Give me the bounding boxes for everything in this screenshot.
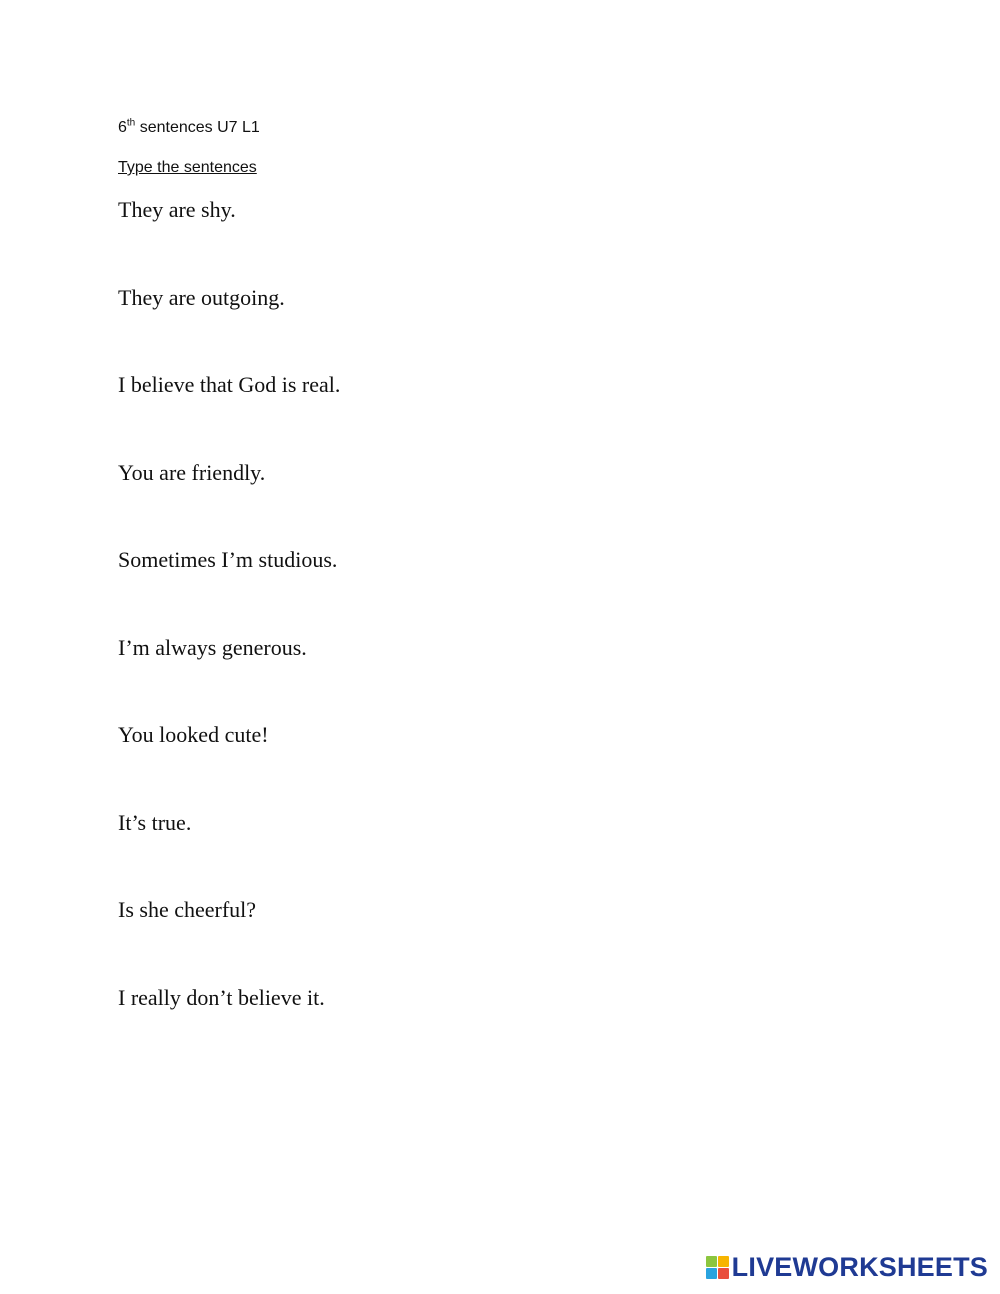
sentence-8: It’s true. <box>118 809 192 835</box>
grade-suffix: th <box>126 117 136 129</box>
logo-block-1 <box>706 1256 717 1267</box>
sentence-2: They are outgoing. <box>118 284 285 310</box>
worksheet-title <box>118 118 260 138</box>
sentence-1: They are shy. <box>118 197 236 222</box>
sentence-9: Is she cheerful? <box>118 897 257 922</box>
logo-block-4 <box>718 1268 729 1279</box>
logo-block-2 <box>718 1256 729 1267</box>
sentence-6: I’m always generous. <box>118 634 307 660</box>
logo-blocks-icon <box>706 1256 729 1279</box>
logo-block-3 <box>706 1268 717 1279</box>
grade-number: 6 <box>118 119 127 136</box>
instruction-text: Type the sentences <box>118 159 257 176</box>
sentence-10: I really don’t believe it. <box>118 984 325 1010</box>
sentence-list <box>118 196 340 1071</box>
logo-text: LIVEWORKSHEETS <box>731 1252 988 1282</box>
liveworksheets-logo <box>706 1252 988 1282</box>
sentence-5: Sometimes I’m studious. <box>118 547 338 572</box>
sentence-7: You looked cute! <box>118 722 269 747</box>
title-rest: sentences U7 L1 <box>135 119 260 136</box>
sentence-4: You are friendly. <box>118 459 266 485</box>
sentence-3: I believe that God is real. <box>118 372 341 397</box>
